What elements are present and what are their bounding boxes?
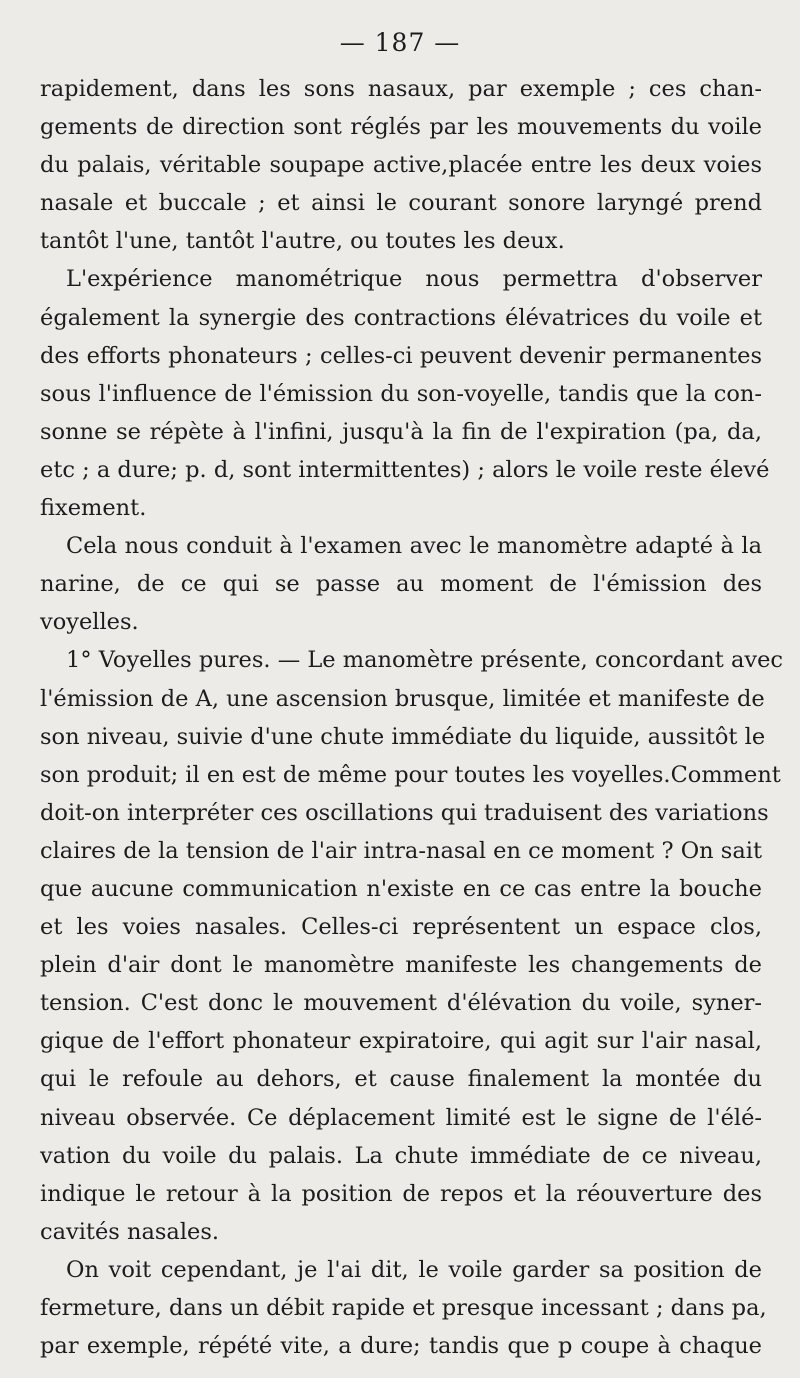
text-line: sonne se répète à l'infini, jusqu'à la fin de l'expiration (pa, da,	[40, 418, 762, 445]
text-line: etc ; a dure; p. d, sont intermittentes) ; alors le voile reste élevé	[40, 456, 770, 483]
text-line: fixement.	[40, 495, 147, 522]
text-line: rapidement, dans les sons nasaux, par exemple ; ces chan-	[40, 76, 762, 102]
text-line: plein d'air dont le manomètre manifeste les changements de	[40, 952, 762, 979]
text-line: gique de l'effort phonateur expiratoire, qui agit sur l'air nasal,	[40, 1028, 762, 1055]
text-line: sous l'influence de l'émission du son-voyelle, tandis que la con-	[40, 380, 762, 407]
text-line: du palais, véritable soupape active,placée entre les deux voies	[40, 152, 762, 179]
text-line: L'expérience manométrique nous permettra d'observer	[66, 266, 762, 293]
text-line: tantôt l'une, tantôt l'autre, ou toutes les deux.	[40, 228, 565, 255]
text-line: narine, de ce qui se passe au moment de l'émission des	[40, 571, 762, 598]
section-heading-line: 1° Voyelles pures. — Le manomètre présente, concordant avec	[66, 647, 784, 674]
text-line: claires de la tension de l'air intra-nasal en ce moment ? On sait	[40, 837, 762, 864]
text-line: son produit; il en est de même pour toutes les voyelles.Comment	[40, 761, 781, 788]
text-line: par exemple, répété vite, a dure; tandis que p coupe à chaque	[40, 1333, 762, 1360]
text-line: tension. C'est donc le mouvement d'élévation du voile, syner-	[40, 990, 762, 1017]
text-line: gements de direction sont réglés par les mouvements du voile	[40, 114, 762, 141]
text-line: fermeture, dans un débit rapide et presque incessant ; dans pa,	[40, 1295, 767, 1321]
body-text	[40, 70, 784, 1365]
text-line: l'émission de A, une ascension brusque, limitée et manifeste de	[40, 685, 765, 712]
text-line: indique le retour à la position de repos et la réouverture des	[40, 1180, 762, 1207]
text-line: et les voies nasales. Celles-ci représentent un espace clos,	[40, 914, 762, 941]
text-line: également la synergie des contractions élévatrices du voile et	[40, 304, 762, 331]
text-line: cavités nasales.	[40, 1218, 220, 1245]
text-line: nasale et buccale ; et ainsi le courant sonore laryngé prend	[40, 190, 762, 217]
text-line: doit-on interpréter ces oscillations qui traduisent des variations	[40, 799, 769, 826]
text-line: voyelles.	[40, 609, 139, 636]
text-line: des efforts phonateurs ; celles-ci peuvent devenir permanentes	[40, 342, 762, 369]
text-line: que aucune communication n'existe en ce cas entre la bouche	[40, 875, 762, 902]
text-line: vation du voile du palais. La chute immédiate de ce niveau,	[40, 1142, 762, 1169]
text-line: niveau observée. Ce déplacement limité est le signe de l'élé-	[40, 1104, 762, 1131]
text-line: On voit cependant, je l'ai dit, le voile garder sa position de	[66, 1256, 762, 1283]
text-line: qui le refoule au dehors, et cause finalement la montée du	[40, 1066, 762, 1093]
page-number: — 187 —	[339, 28, 461, 57]
text-line: son niveau, suivie d'une chute immédiate du liquide, aussitôt le	[40, 723, 766, 750]
text-line: Cela nous conduit à l'examen avec le manomètre adapté à la	[66, 533, 762, 560]
